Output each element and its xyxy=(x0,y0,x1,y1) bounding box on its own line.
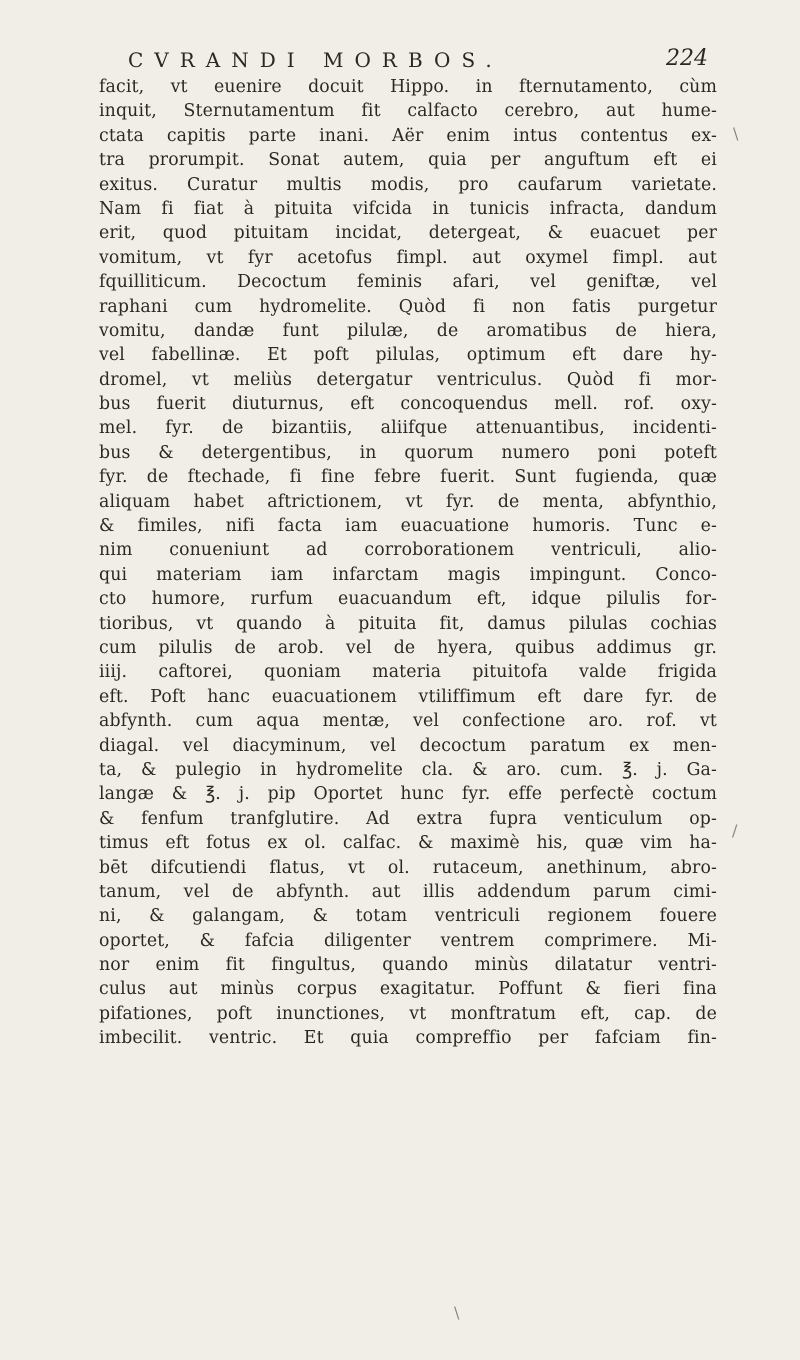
text-line: vomitu, dandæ funt pilulæ, de aromatibus de hiera, xyxy=(99,320,717,341)
text-line: imbecilit. ventric. Et quia compreffio per fafciam fin- xyxy=(99,1028,717,1049)
text-line: nim conueniunt ad corroborationem ventriculi, alio- xyxy=(99,540,717,561)
margin-mark: \ xyxy=(733,124,739,143)
body-text xyxy=(99,75,717,1051)
text-line: & fimiles, nifi facta iam euacuatione humoris. Tunc e- xyxy=(99,516,717,537)
text-line: exitus. Curatur multis modis, pro caufarum varietate. xyxy=(99,174,717,195)
text-line: & fenfum tranfglutire. Ad extra fupra venticulum op- xyxy=(99,808,717,829)
text-line: ni, & galangam, & totam ventriculi regionem fouere xyxy=(99,906,717,927)
text-line: pifationes, poft inunctiones, vt monftratum eft, cap. de xyxy=(99,1003,717,1024)
text-line: mel. fyr. de bizantiis, aliifque attenuantibus, incidenti- xyxy=(99,418,717,439)
text-line: ta, & pulegio in hydromelite cla. & aro. cum. ℥. j. Ga- xyxy=(99,759,717,780)
text-line: tanum, vel de abfynth. aut illis addendum parum cimi- xyxy=(99,881,717,902)
text-line: ctata capitis parte inani. Aër enim intus contentus ex- xyxy=(99,125,717,146)
page-number: 224 xyxy=(666,46,708,71)
text-line: erit, quod pituitam incidat, detergeat, & euacuet per xyxy=(99,223,717,244)
text-line: culus aut minùs corpus exagitatur. Poffunt & fieri fina xyxy=(99,979,717,1000)
text-line: diagal. vel diacyminum, vel decoctum paratum ex men- xyxy=(99,735,717,756)
text-line: nor enim fit fingultus, quando minùs dilatatur ventri- xyxy=(99,955,717,976)
text-line: bus & detergentibus, in quorum numero poni poteft xyxy=(99,442,717,463)
text-line: inquit, Sternutamentum fit calfacto cerebro, aut hume- xyxy=(99,101,717,122)
margin-mark: / xyxy=(732,821,738,840)
text-line: fyr. de ftechade, fi fine febre fuerit. Sunt fugienda, quæ xyxy=(99,467,717,488)
text-line: bēt difcutiendi flatus, vt ol. rutaceum, anethinum, abro- xyxy=(99,857,717,878)
text-line: vel fabellinæ. Et poft pilulas, optimum eft dare hy- xyxy=(99,345,717,366)
text-line: aliquam habet aftrictionem, vt fyr. de menta, abfynthio, xyxy=(99,491,717,512)
running-head: CVRANDI MORBOS. xyxy=(128,48,503,72)
text-line: abfynth. cum aqua mentæ, vel confectione aro. rof. vt xyxy=(99,711,717,732)
text-line: vomitum, vt fyr acetofus fimpl. aut oxymel fimpl. aut xyxy=(99,247,717,268)
text-line: oportet, & fafcia diligenter ventrem comprimere. Mi- xyxy=(99,930,717,951)
text-line: eft. Poft hanc euacuationem vtiliffimum eft dare fyr. de xyxy=(99,686,717,707)
text-line: dromel, vt meliùs detergatur ventriculus. Quòd fi mor- xyxy=(99,369,717,390)
text-line: langæ & ℥. j. pip Oportet hunc fyr. effe perfectè coctum xyxy=(99,784,717,805)
text-line: facit, vt euenire docuit Hippo. in fternutamento, cùm xyxy=(99,77,717,97)
text-line: tra prorumpit. Sonat autem, quia per anguftum eft ei xyxy=(99,150,717,171)
text-line: cum pilulis de arob. vel de hyera, quibus addimus gr. xyxy=(99,637,717,658)
text-line: fquilliticum. Decoctum feminis afari, vel geniftæ, vel xyxy=(99,272,717,293)
text-line: bus fuerit diuturnus, eft concoquendus mell. rof. oxy- xyxy=(99,394,717,415)
margin-mark: \ xyxy=(454,1303,460,1322)
page-header xyxy=(128,18,708,72)
text-line: raphani cum hydromelite. Quòd fi non fatis purgetur xyxy=(99,296,717,317)
text-line: qui materiam iam infarctam magis impingunt. Conco- xyxy=(99,564,717,585)
text-line: Nam fi fiat à pituita vifcida in tunicis infracta, dandum xyxy=(99,198,717,219)
text-line: tioribus, vt quando à pituita fit, damus pilulas cochias xyxy=(99,613,717,634)
text-line: timus eft fotus ex ol. calfac. & maximè his, quæ vim ha- xyxy=(99,833,717,854)
text-line: cto humore, rurfum euacuandum eft, idque pilulis for- xyxy=(99,589,717,610)
text-line: iiij. caftorei, quoniam materia pituitofa valde frigida xyxy=(99,662,717,683)
